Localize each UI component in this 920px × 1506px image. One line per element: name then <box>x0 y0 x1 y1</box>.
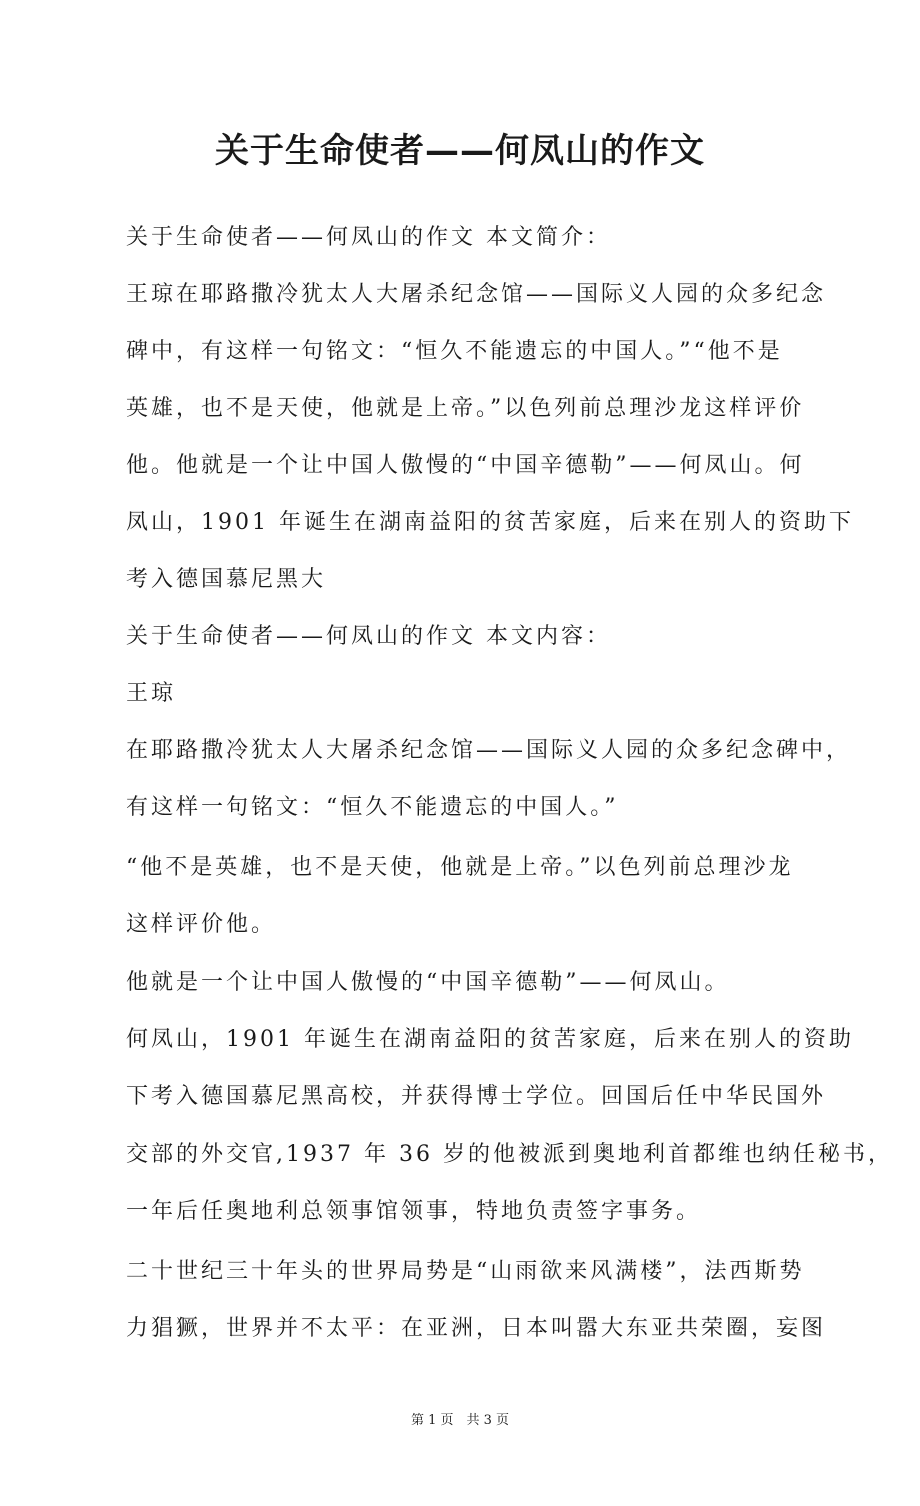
body-line: 他就是一个让中国人傲慢的“中国辛德勒”——何凤山。 <box>126 970 730 995</box>
body-line: 何凤山，1901 年诞生在湖南益阳的贫苦家庭，后来在别人的资助 <box>126 1027 854 1052</box>
body-line: 考入德国慕尼黑大 <box>126 567 327 592</box>
body-line: 力猖獗，世界并不太平：在亚洲，日本叫嚣大东亚共荣圈，妄图 <box>126 1316 827 1341</box>
body-line: 二十世纪三十年头的世界局势是“山雨欲来风满楼”，法西斯势 <box>126 1259 805 1284</box>
body-line: 有这样一句铭文：“恒久不能遗忘的中国人。” <box>126 795 619 820</box>
body-line: 这样评价他。 <box>126 912 277 937</box>
body-line: 英雄，也不是天使，他就是上帝。”以色列前总理沙龙这样评价 <box>126 396 805 421</box>
body-line: 关于生命使者——何凤山的作文 本文内容： <box>126 624 611 649</box>
body-line: 王琼 <box>126 681 177 706</box>
body-line: 在耶路撒冷犹太人大屠杀纪念馆——国际义人园的众多纪念碑中， <box>126 738 852 763</box>
document-title: 关于生命使者——何凤山的作文 <box>215 131 705 171</box>
body-line: 凤山，1901 年诞生在湖南益阳的贫苦家庭，后来在别人的资助下 <box>126 510 854 535</box>
body-line: 一年后任奥地利总领事馆领事，特地负责签字事务。 <box>126 1199 702 1224</box>
body-line: 下考入德国慕尼黑高校，并获得博士学位。回国后任中华民国外 <box>126 1084 827 1109</box>
body-line: “他不是英雄，也不是天使，他就是上帝。”以色列前总理沙龙 <box>126 855 794 880</box>
body-line: 交部的外交官,1937 年 36 岁的他被派到奥地利首都维也纳任秘书， <box>126 1142 893 1167</box>
body-line: 关于生命使者——何凤山的作文 本文简介： <box>126 225 611 250</box>
body-line: 碑中，有这样一句铭文：“恒久不能遗忘的中国人。”“他不是 <box>126 339 783 364</box>
body-line: 王琼在耶路撒冷犹太人大屠杀纪念馆——国际义人园的众多纪念 <box>126 282 827 307</box>
page-footer: 第 1 页 共 3 页 <box>410 1413 510 1428</box>
body-line: 他。他就是一个让中国人傲慢的“中国辛德勒”——何凤山。何 <box>126 453 805 478</box>
